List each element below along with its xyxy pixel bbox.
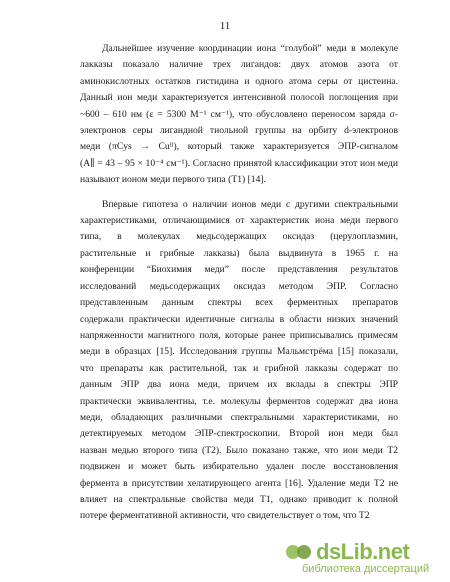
text-line: данным ЭПР два иона меди, причем их вклады в спектры ЭПР	[80, 379, 398, 391]
text-line: Данный ион меди характеризуется интенсивной полосой поглощения при	[80, 92, 398, 104]
text-line: аминокислотных остатков гистидина и одного атома серы от цистеина.	[80, 75, 398, 87]
text-line: меди (πCys → Cuᴵᴵ), который также характеризуется ЭПР-сигналом	[80, 141, 398, 153]
text-line: ~600 – 610 нм (ε = 5300 М⁻¹ см⁻¹), что обусловлено переносом заряда σ-	[80, 108, 398, 120]
paragraph-1	[80, 41, 398, 189]
document-body	[80, 41, 398, 525]
text-line: типа, в молекулах медьсодержащих оксидаз (церулоплазмин,	[80, 231, 398, 243]
text-line: практически эквивалентны, т.е. молекулы ферментов содержат два иона	[80, 395, 398, 407]
text-line: исследований медьсодержащих оксидаз методом ЭПР. Согласно	[80, 280, 398, 292]
text-line: детектируемых методом ЭПР-спектроскопии. Второй ион меди был	[80, 428, 398, 440]
text-line: (A∥ = 43 – 95 × 10⁻⁴ см⁻¹). Согласно принятой классификации этот ион меди	[80, 157, 398, 169]
text-line: фермента в присутствии хелатирующего агента [16]. Удаление меди Т2 не	[80, 477, 398, 489]
text-line: конференции “Биохимия меди” после представления результатов	[80, 264, 398, 276]
watermark-subtitle: библиотека диссертаций	[302, 563, 430, 575]
text-line: представленным данным спектры всех ферментных препаратов	[80, 297, 398, 309]
text-line: влияет на спектральные свойства меди Т1, однако приводит к полной	[80, 493, 398, 505]
dslib-logo-icon	[284, 541, 314, 563]
text-line: подвижен и может быть избирательно удален после восстановления	[80, 461, 398, 473]
text-line: называют ионом меди первого типа (Т1) [14].	[80, 174, 266, 186]
text-line: что препараты как растительной, так и грибной лакказы содержат по	[80, 362, 398, 374]
text-line: меди, обладающих различными спектральными характеристиками, но	[80, 411, 398, 423]
text-line: содержали практически идентичные сигналы в области низких значений	[80, 313, 398, 325]
text-line: напряженности магнитного поля, которые ранее приписывались примесям	[80, 329, 398, 341]
dslib-watermark	[280, 538, 440, 578]
text-line: потере ферментативной активности, что свидетельствует о том, что Т2	[80, 510, 370, 522]
watermark-logo-text: dsLib.net	[316, 539, 410, 564]
text-line: электронов серы лигандной тиольной группы на орбиту d-электронов	[80, 125, 398, 137]
text-line: Дальнейшее изучение координации иона “голубой” меди в молекуле	[102, 43, 398, 54]
text-line: меди в образцах [15]. Исследования группы Мальмстрёма [15] показали,	[80, 346, 398, 358]
text-line: Впервые гипотеза о наличии ионов меди с другими спектральными	[102, 198, 398, 210]
text-line: назван медью второго типа (Т2). Было показано также, что ион меди Т2	[80, 444, 398, 456]
paragraph-gap	[80, 189, 398, 197]
text-line: характеристиками, отличающимися от характеристик иона меди первого	[80, 215, 398, 227]
text-line: лакказы показало наличие трех лигандов: двух атомов азота от	[80, 59, 398, 71]
page-number: 11	[219, 20, 231, 32]
paragraph-2	[80, 197, 398, 525]
text-line: растительные и грибные лакказы) была выдвинута в 1965 г. на	[80, 247, 398, 259]
